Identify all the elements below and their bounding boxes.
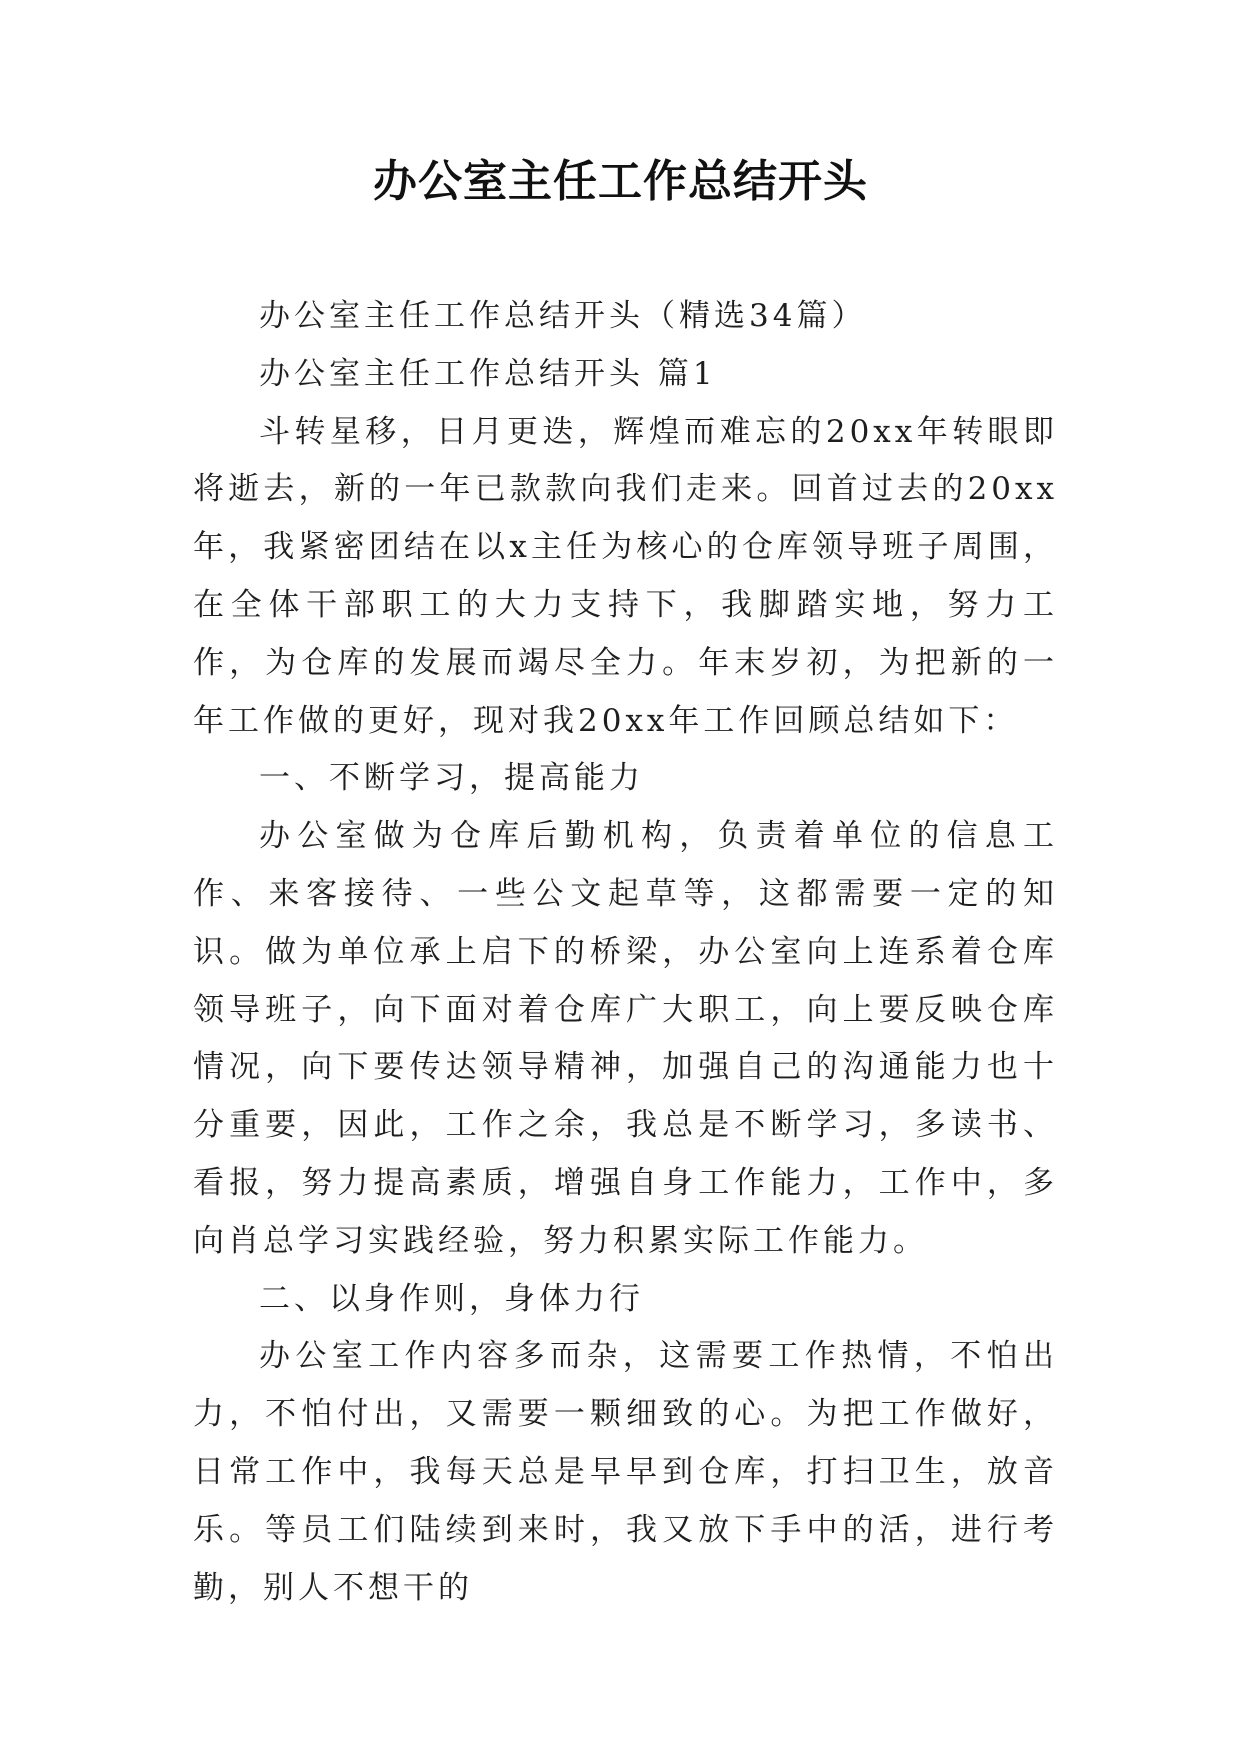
body-paragraph: 办公室做为仓库后勤机构，负责着单位的信息工作、来客接待、一些公文起草等，这都需要一定的知识。做为单位承上启下的桥梁，办公室向上连系着仓库领导班子，向下面对着仓库广大职工，向上要反映仓库情况，向下要传达领导精神，加强自己的沟通能力也十分重要，因此，工作之余，我总是不断学习，多读书、看报，努力提高素质，增强自身工作能力，工作中，多向肖总学习实践经验，努力积累实际工作能力。	[193, 818, 1058, 1259]
document-title: 办公室主任工作总结开头	[373, 156, 868, 207]
body-paragraph: 办公室工作内容多而杂，这需要工作热情，不怕出力，不怕付出，又需要一颗细致的心。为把工作做好，日常工作中，我每天总是早早到仓库，打扫卫生，放音乐。等员工们陆续到来时，我又放下手中的活，进行考勤，别人不想干的	[193, 1338, 1058, 1606]
section-heading: 一、不断学习，提高能力	[259, 760, 644, 797]
section-heading: 二、以身作则，身体力行	[259, 1280, 644, 1317]
document-body	[193, 288, 1058, 1617]
body-paragraph: 斗转星移，日月更迭，辉煌而难忘的20xx年转眼即将逝去，新的一年已款款向我们走来。回首过去的20xx年，我紧密团结在以x主任为核心的仓库领导班子周围，在全体干部职工的大力支持下，我脚踏实地，努力工作，为仓库的发展而竭尽全力。年末岁初，为把新的一年工作做的更好，现对我20xx年工作回顾总结如下：	[193, 413, 1058, 739]
subtitle-paragraph: 办公室主任工作总结开头（精选34篇）	[259, 298, 867, 334]
section-heading: 办公室主任工作总结开头 篇1	[259, 355, 717, 392]
